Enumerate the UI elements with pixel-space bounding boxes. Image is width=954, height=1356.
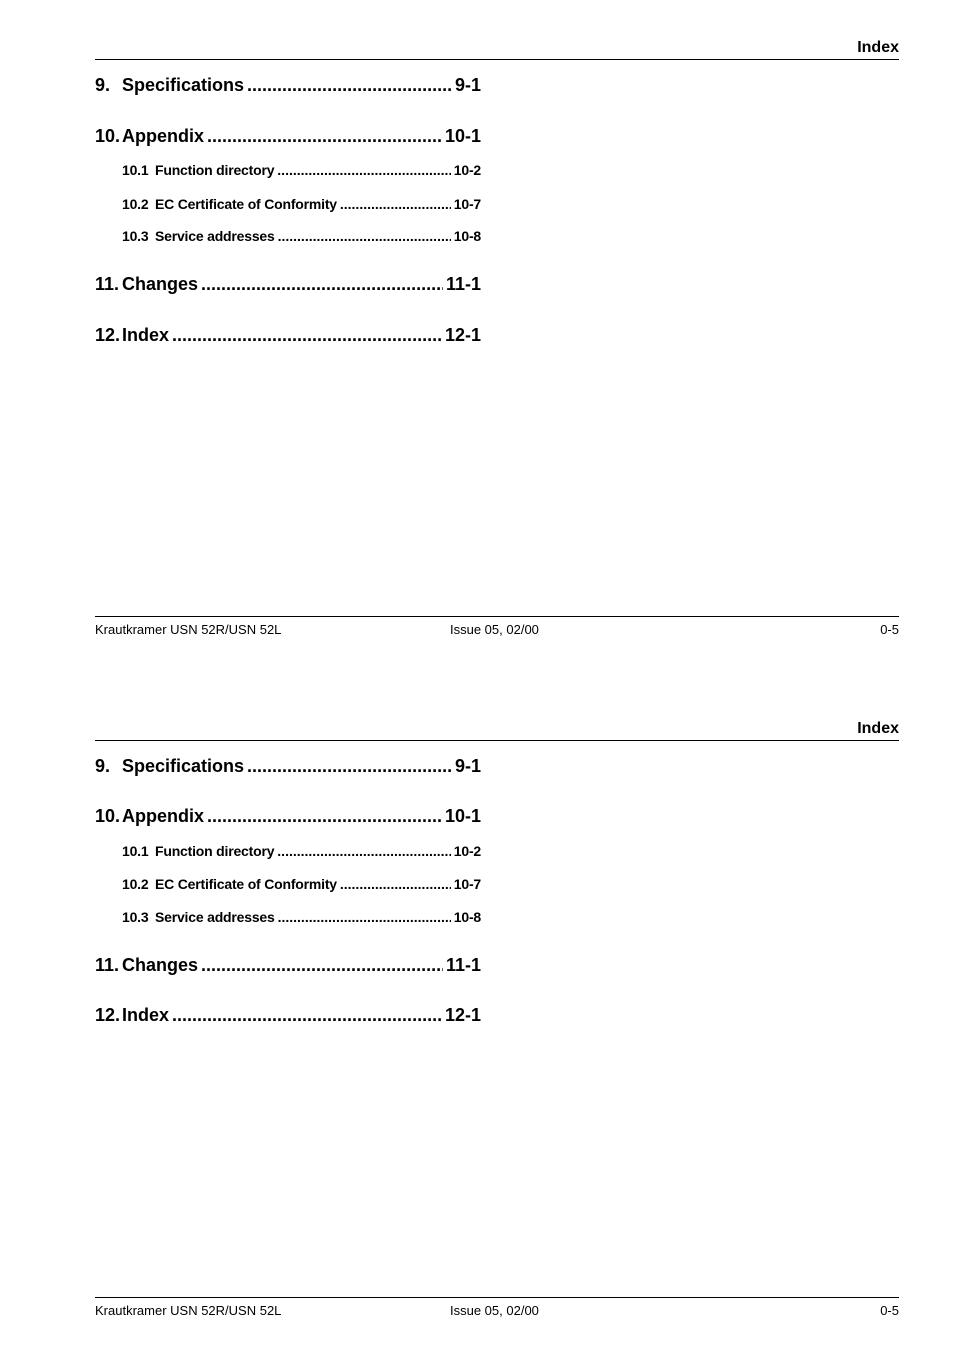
toc-leader <box>278 908 451 926</box>
toc-number: 11. <box>95 955 120 975</box>
footer-product: Krautkramer USN 52R/USN 52L <box>95 1303 282 1318</box>
toc-leader <box>278 227 451 245</box>
toc-number: 10. <box>95 806 121 826</box>
toc-number: 10.3 <box>122 909 149 925</box>
toc-label: Index <box>122 1005 170 1025</box>
toc-leader <box>277 842 450 860</box>
toc-page-number: 9-1 <box>454 756 481 776</box>
toc-number: 10.2 <box>122 876 149 892</box>
toc-label: EC Certificate of Conformity <box>155 196 337 212</box>
toc-number: 9. <box>95 756 111 776</box>
toc-page-number: 12-1 <box>444 1005 481 1025</box>
toc-number: 10.1 <box>122 843 149 859</box>
toc-entry-function-directory[interactable] <box>122 842 481 860</box>
toc-page-number: 10-1 <box>444 806 481 826</box>
toc-entry-ec-certificate[interactable] <box>122 195 481 213</box>
toc-label: Function directory <box>155 843 275 859</box>
toc-label: EC Certificate of Conformity <box>155 876 337 892</box>
toc-leader <box>247 755 452 777</box>
toc-leader <box>277 161 450 179</box>
toc-entry-appendix[interactable] <box>95 805 481 827</box>
toc-number: 11. <box>95 274 120 294</box>
toc-label: Function directory <box>155 162 275 178</box>
footer-issue: Issue 05, 02/00 <box>450 622 539 637</box>
toc-label: Specifications <box>122 756 245 776</box>
toc-page-number: 10-7 <box>453 876 481 892</box>
toc-label: Service addresses <box>155 909 275 925</box>
toc-page-number: 12-1 <box>444 325 481 345</box>
toc-leader <box>201 954 443 976</box>
toc-page-number: 11-1 <box>445 274 481 294</box>
toc-leader <box>207 805 442 827</box>
document-page-2 <box>0 681 954 1356</box>
toc-label: Changes <box>122 955 199 975</box>
toc-number: 10.1 <box>122 162 149 178</box>
toc-number: 12. <box>95 1005 121 1025</box>
running-header-title: Index <box>857 39 899 56</box>
toc-entry-changes[interactable] <box>95 273 481 295</box>
toc-page-number: 10-2 <box>453 843 481 859</box>
toc-number: 10. <box>95 126 121 146</box>
toc-page-number: 10-8 <box>453 909 481 925</box>
toc-number: 12. <box>95 325 121 345</box>
toc-label: Changes <box>122 274 199 294</box>
toc-entry-index[interactable] <box>95 324 481 346</box>
toc-label: Index <box>122 325 170 345</box>
toc-entry-function-directory[interactable] <box>122 161 481 179</box>
toc-leader <box>340 875 451 893</box>
footer-product: Krautkramer USN 52R/USN 52L <box>95 622 282 637</box>
toc-label: Specifications <box>122 75 245 95</box>
header-rule <box>95 740 899 741</box>
footer-rule <box>95 616 899 617</box>
toc-page-number: 11-1 <box>445 955 481 975</box>
header-rule <box>95 59 899 60</box>
footer-page-number: 0-5 <box>880 1303 899 1318</box>
toc-entry-specifications[interactable] <box>95 755 481 777</box>
footer-page-number: 0-5 <box>880 622 899 637</box>
toc-page-number: 10-8 <box>453 228 481 244</box>
footer-rule <box>95 1297 899 1298</box>
toc-page-number: 10-2 <box>453 162 481 178</box>
toc-page-number: 10-1 <box>444 126 481 146</box>
toc-label: Appendix <box>122 806 205 826</box>
toc-leader <box>172 324 442 346</box>
toc-leader <box>172 1004 442 1026</box>
toc-entry-changes[interactable] <box>95 954 481 976</box>
toc-entry-service-addresses[interactable] <box>122 908 481 926</box>
footer-issue: Issue 05, 02/00 <box>450 1303 539 1318</box>
toc-entry-specifications[interactable] <box>95 74 481 96</box>
toc-label: Appendix <box>122 126 205 146</box>
toc-page-number: 9-1 <box>454 75 481 95</box>
toc-leader <box>207 125 442 147</box>
toc-leader <box>201 273 443 295</box>
toc-number: 10.3 <box>122 228 149 244</box>
toc-page-number: 10-7 <box>453 196 481 212</box>
running-header-title: Index <box>857 720 899 737</box>
toc-leader <box>340 195 451 213</box>
toc-entry-ec-certificate[interactable] <box>122 875 481 893</box>
toc-entry-index[interactable] <box>95 1004 481 1026</box>
toc-label: Service addresses <box>155 228 275 244</box>
document-page-1 <box>0 0 954 675</box>
toc-number: 9. <box>95 75 111 95</box>
toc-number: 10.2 <box>122 196 149 212</box>
toc-entry-service-addresses[interactable] <box>122 227 481 245</box>
toc-leader <box>247 74 452 96</box>
toc-entry-appendix[interactable] <box>95 125 481 147</box>
